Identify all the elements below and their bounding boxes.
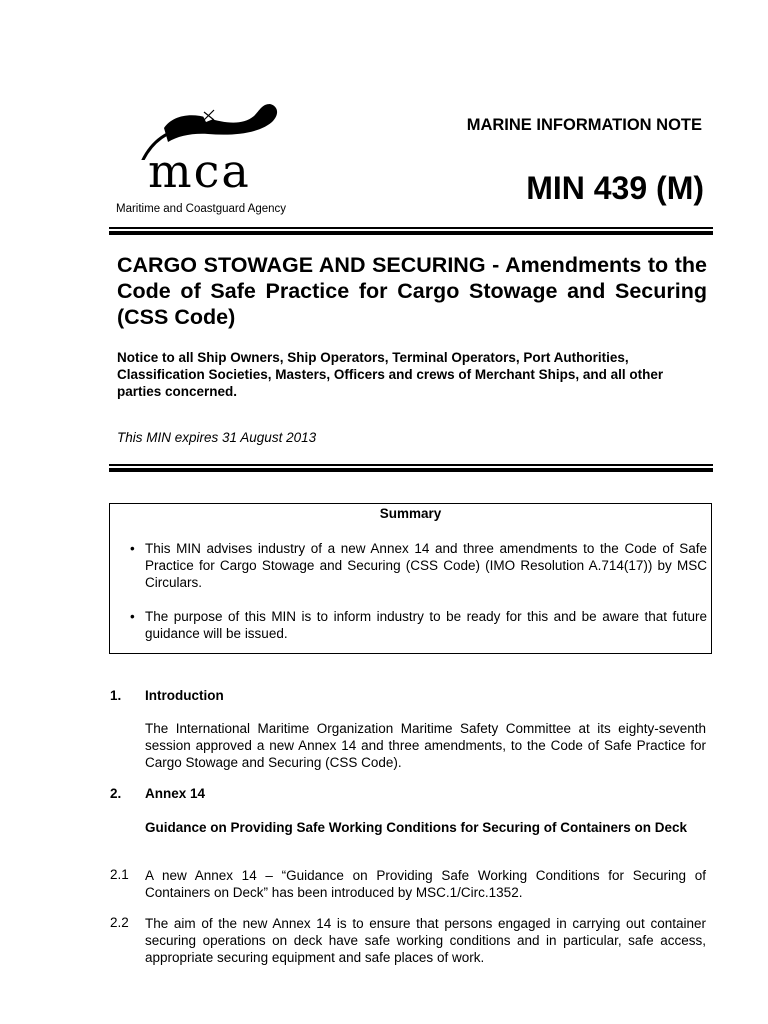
section-heading: Annex 14 [145, 786, 206, 801]
title-divider [109, 464, 713, 472]
section-number: 1. [110, 688, 122, 703]
section-heading: Introduction [145, 688, 224, 703]
logo-wordmark: mca [148, 144, 251, 198]
summary-item: • The purpose of this MIN is to inform industry to be ready for this and be aware that future guidance will be issued. [130, 609, 707, 641]
document-title: CARGO STOWAGE AND SECURING - Amendments to the Code of Safe Practice for Cargo Stowage and Securing (CSS Code) [117, 253, 707, 329]
item-text: A new Annex 14 – “Guidance on Providing Safe Working Conditions for Securing of Containers on Deck” has been introduced by MSC.1/Circ.1352. [145, 868, 706, 900]
summary-list [130, 540, 707, 659]
agency-name: Maritime and Coastguard Agency [116, 203, 287, 215]
section-subheading: Guidance on Providing Safe Working Conditions for Securing of Containers on Deck [145, 820, 688, 835]
min-number: MIN 439 (M) [526, 170, 704, 206]
header-divider [109, 227, 713, 235]
summary-box [109, 503, 712, 654]
notice-recipients: Notice to all Ship Owners, Ship Operators, Terminal Operators, Port Authorities, Classification Societies, Masters, Officers and crews of Merchant Ships, and all other parties concerned. [117, 350, 664, 399]
bullet-icon: • [130, 609, 135, 624]
note-type-label: MARINE INFORMATION NOTE [466, 116, 702, 134]
section-body: The International Maritime Organization Maritime Safety Committee at its eighty-seventh session approved a new Annex 14 and three amendments, to the Code of Safe Practice for Cargo Stowage and Securing (CSS Code). [145, 721, 706, 770]
summary-title: Summary [379, 506, 442, 521]
bullet-icon: • [130, 541, 135, 556]
summary-item: • This MIN advises industry of a new Annex 14 and three amendments to the Code of Safe Practice for Cargo Stowage and Securing (CSS Code) (IMO Resolution A.714(17)) by MSC Circulars. [130, 541, 707, 590]
item-text: The aim of the new Annex 14 is to ensure that persons engaged in carrying out container securing operations on deck have safe working conditions and in particular, safe access, appropriate securing equipment and safe places of work. [145, 916, 706, 965]
mca-logo [112, 100, 342, 220]
item-number: 2.1 [110, 867, 129, 882]
section-number: 2. [110, 786, 122, 801]
expiry-note: This MIN expires 31 August 2013 [117, 430, 317, 445]
item-number: 2.2 [110, 915, 129, 930]
